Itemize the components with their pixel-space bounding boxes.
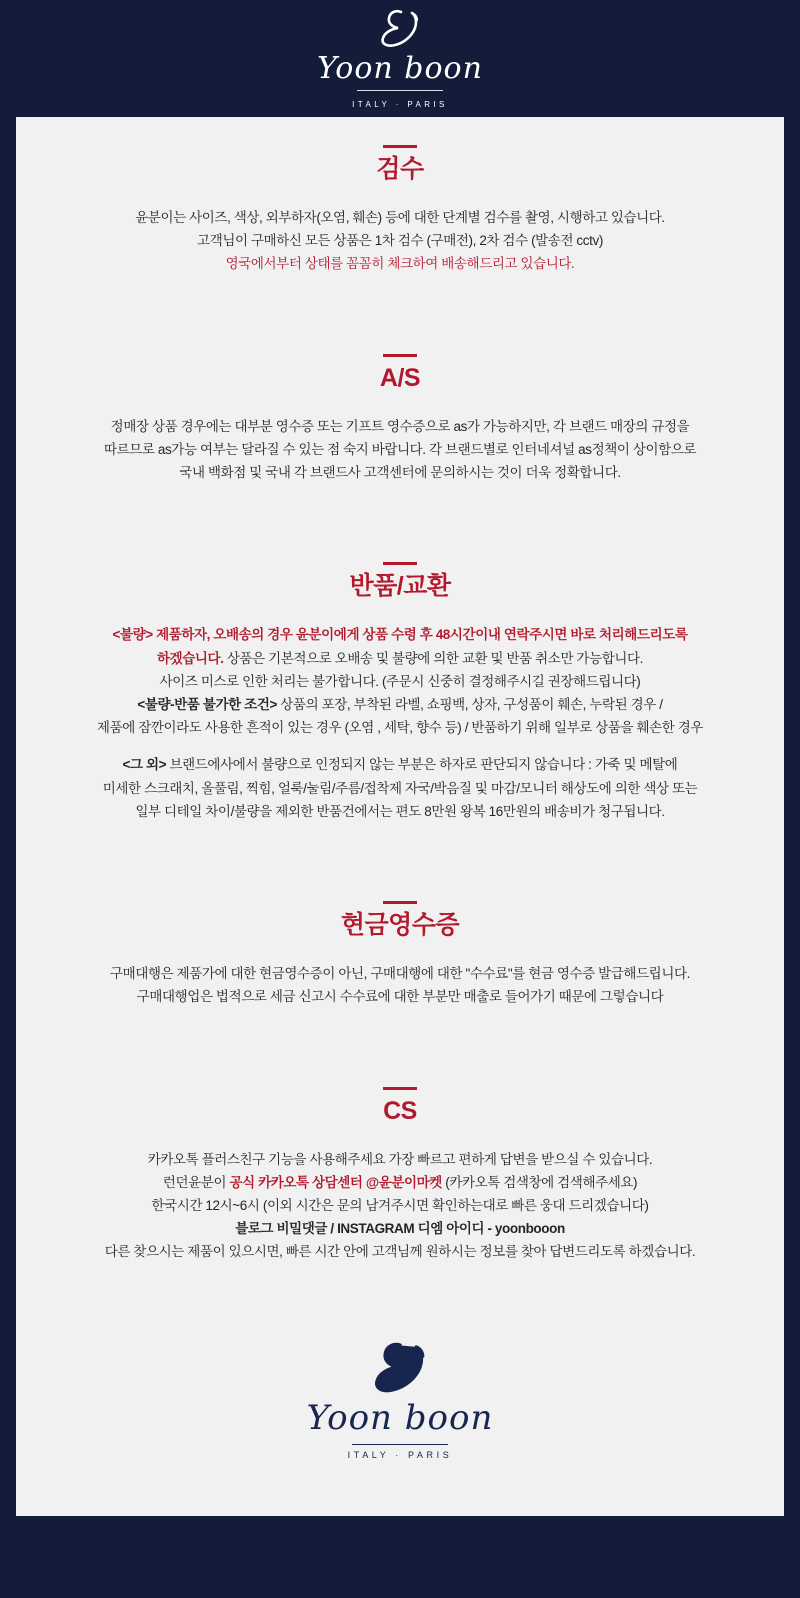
swan-logo-icon (361, 1340, 439, 1394)
section-title-return-exchange: 반품/교환 (349, 572, 451, 601)
section-title-inspection: 검수 (376, 155, 424, 183)
text-head: 런던윤분이 (162, 1174, 230, 1190)
text-line: 일부 디테일 차이/불량을 제외한 반품건에서는 편도 8만원 왕복 16만원의 배송비가 청구됩니다. (135, 803, 665, 819)
text-line: 국내 백화점 및 국내 각 브랜드사 고객센터에 문의하시는 것이 더욱 정확합니다. (179, 465, 621, 481)
logo-wordmark: Yoon boon (306, 1397, 494, 1438)
text-line: 윤분이는 사이즈, 색상, 외부하자(오염, 훼손) 등에 대한 단계별 검수를 촬영, 시행하고 있습니다. (135, 210, 665, 225)
spacer (40, 739, 760, 753)
spacer (16, 276, 784, 354)
logo-tagline: ITALY · PARIS (347, 1449, 453, 1460)
content-sheet (16, 117, 784, 1516)
text-line: 고객님이 구매하신 모든 상품은 1차 검수 (구매전), 2차 검수 (발송전 cctv) (197, 233, 603, 249)
text-line: 블로그 비밀댓글 / INSTAGRAM 디엠 아이디 - yoonbooon (235, 1221, 565, 1237)
section-divider (383, 354, 417, 357)
section-as (16, 354, 784, 485)
spacer (16, 823, 784, 901)
text-line-highlight: <불량> 제품하자, 오배송의 경우 윤분이에게 상품 수령 후 48시간이내 연락주시면 바로 처리해드리도록 (112, 627, 688, 643)
text-emphasis: <그 외> (122, 757, 167, 773)
section-title-as: A/S (379, 363, 421, 392)
logo-tagline: ITALY · PARIS (352, 100, 448, 109)
logo-top (317, 8, 483, 109)
spacer (16, 1009, 784, 1087)
text-line: 한국시간 12시~6시 (이외 시간은 문의 남겨주시면 확인하는대로 빠른 웅대 드리겠습니다) (151, 1197, 649, 1213)
text-line (40, 693, 760, 716)
text-line: 구매대행은 제품가에 대한 현금영수증이 아닌, 구매대행에 대한 "수수료"를 현금 영수증 발급해드립니다. (110, 966, 690, 982)
text-rest: 상품은 기본적으로 오배송 및 불량에 의한 교환 및 반품 취소만 가능합니다. (223, 650, 643, 666)
section-title-cash-receipt: 현금영수증 (340, 911, 460, 940)
text-rest: (카카오톡 검색창에 검색해주세요) (441, 1174, 638, 1190)
text-emphasis: <불량-반품 불가한 조건> (137, 696, 277, 712)
section-divider (383, 901, 417, 904)
text-line (40, 753, 760, 776)
text-line: 따르므로 as가능 여부는 달라질 수 있는 점 숙지 바랍니다. 각 브랜드별로 인터네셔널 as정책이 상이함으로 (103, 441, 697, 457)
text-emphasis: 공식 카카오톡 상담센터 @윤분이마켓 (229, 1174, 442, 1190)
text-line: 미세한 스크래치, 올풀림, 찍힘, 얼룩/눌림/주름/접착제 자국/박음질 및 마감/모니터 해상도에 의한 색상 또는 (102, 780, 698, 796)
text-line: 제품에 잠깐이라도 사용한 흔적이 있는 경우 (오염 , 세탁, 향수 등) / 반품하기 위해 일부로 상품을 훼손한 경우 (96, 720, 704, 736)
section-divider (383, 562, 417, 565)
text-line: 정매장 상품 경우에는 대부분 영수증 또는 기프트 영수증으로 as가 가능하지만, 각 브랜드 매장의 규정을 (110, 418, 690, 434)
swan-logo-icon (371, 8, 429, 48)
text-line: 사이즈 미스로 인한 처리는 불가합니다. (주문시 신중히 결정해주시길 권장해드립니다) (159, 673, 641, 689)
section-title-cs: CS (383, 1096, 417, 1125)
text-rest: 상품의 포장, 부착된 라벨, 쇼핑백, 상자, 구성품이 훼손, 누락된 경우 / (276, 696, 663, 712)
text-rest: 브랜드에사에서 불량으로 인정되지 않는 부분은 하자로 판단되지 않습니다 : 가죽 및 메탈에 (166, 757, 678, 773)
text-line (40, 1171, 760, 1194)
text-line: 카카오톡 플러스친구 기능을 사용해주세요 가장 빠르고 편하게 답변을 받으실 수 있습니다. (147, 1151, 653, 1167)
section-cash-receipt (16, 901, 784, 1008)
spacer (16, 484, 784, 562)
section-inspection (16, 145, 784, 276)
section-divider (383, 1087, 417, 1090)
logo-bottom (16, 1264, 784, 1516)
text-emphasis: 하겠습니다. (156, 650, 224, 666)
logo-rule (357, 90, 443, 91)
logo-rule (352, 1444, 448, 1445)
header-banner (0, 0, 800, 117)
section-cs (16, 1087, 784, 1264)
text-line-highlight: 영국에서부터 상태를 꼼꼼히 체크하여 배송해드리고 있습니다. (225, 256, 575, 272)
text-line: 구매대행업은 법적으로 세금 신고시 수수료에 대한 부분만 매출로 들어가기 때문에 그렇습니다 (136, 989, 664, 1005)
text-line (40, 647, 760, 670)
logo-wordmark: Yoon boon (317, 51, 483, 86)
section-divider (383, 145, 417, 148)
footer-banner (0, 1516, 800, 1534)
section-return-exchange (16, 562, 784, 823)
text-line: 다른 찾으시는 제품이 있으시면, 빠른 시간 안에 고객님께 원하시는 정보를 찾아 답변드리도록 하겠습니다. (104, 1244, 696, 1260)
